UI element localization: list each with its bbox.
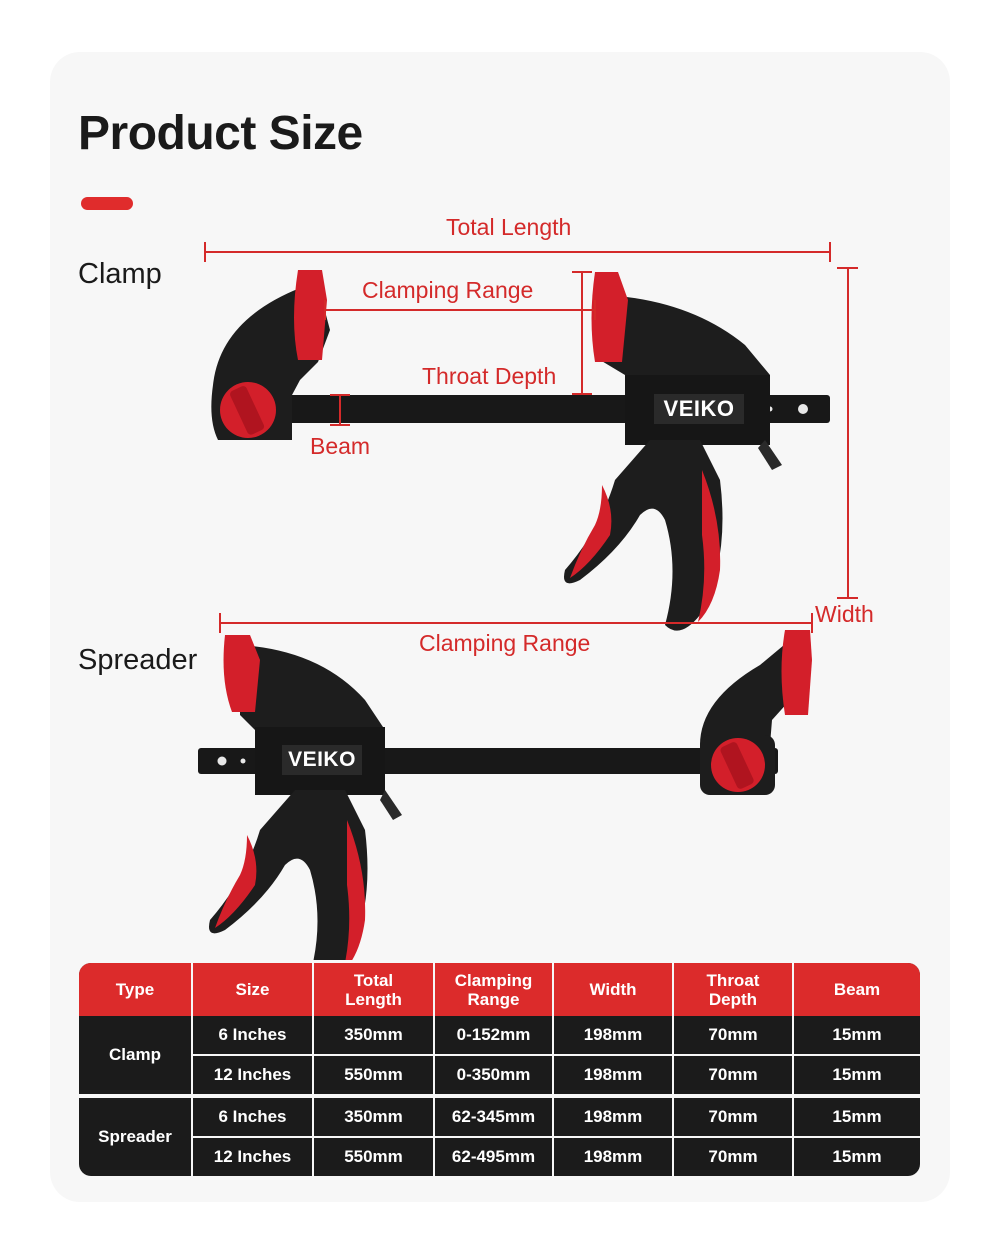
size-cell: 12 Inches <box>193 1136 314 1176</box>
type-cell-spreader: Spreader <box>79 1094 193 1176</box>
throat-depth-cell: 70mm <box>674 1136 794 1176</box>
table-row <box>79 1136 920 1176</box>
total-length-cell: 350mm <box>314 1094 435 1136</box>
table-row <box>79 1016 920 1054</box>
header-clamping-range: Clamping Range <box>435 963 554 1016</box>
veiko-logo-spreader: VEIKO <box>288 748 356 771</box>
clamping-range-cell: 0-152mm <box>435 1016 554 1054</box>
clamping-range-label: Clamping Range <box>362 277 534 303</box>
total-length-cell: 550mm <box>314 1054 435 1094</box>
beam-cell: 15mm <box>794 1094 920 1136</box>
width-cell: 198mm <box>554 1054 674 1094</box>
total-length-label: Total Length <box>446 214 572 240</box>
header-type: Type <box>79 963 193 1016</box>
header-total-length: Total Length <box>314 963 435 1016</box>
spreader-clamping-range-label: Clamping Range <box>419 630 591 656</box>
clamp-image <box>211 270 830 631</box>
size-cell: 6 Inches <box>193 1094 314 1136</box>
total-length-cell: 350mm <box>314 1016 435 1054</box>
width-cell: 198mm <box>554 1136 674 1176</box>
header-beam: Beam <box>794 963 920 1016</box>
beam-cell: 15mm <box>832 1025 882 1044</box>
type-cell-clamp: Clamp <box>79 1016 193 1094</box>
width-cell: 198mm <box>554 1094 674 1136</box>
beam-label: Beam <box>310 433 371 459</box>
clamping-range-cell: 62-495mm <box>435 1136 554 1176</box>
page-title: Product Size <box>78 107 363 160</box>
table-row <box>79 1094 920 1136</box>
clamping-range-cell: 0-350mm <box>435 1054 554 1094</box>
width-cell: 198mm <box>554 1016 674 1054</box>
beam-cell: 15mm <box>794 1054 920 1094</box>
clamping-range-cell: 62-345mm <box>435 1094 554 1136</box>
clamp-section-label: Clamp <box>78 258 162 290</box>
spec-table <box>79 963 920 1176</box>
throat-depth-label: Throat Depth <box>422 363 557 389</box>
header-width: Width <box>554 963 674 1016</box>
spreader-section-label: Spreader <box>78 644 198 676</box>
header-throat-depth: Throat Depth <box>674 963 794 1016</box>
veiko-logo-clamp: VEIKO <box>663 396 735 421</box>
table-header-row <box>79 963 920 1016</box>
beam-cell: 15mm <box>794 1136 920 1176</box>
table-row <box>79 1054 920 1094</box>
header-size: Size <box>193 963 314 1016</box>
total-length-cell: 550mm <box>314 1136 435 1176</box>
spreader-image <box>198 630 812 960</box>
throat-depth-cell: 70mm <box>674 1054 794 1094</box>
throat-depth-cell: 70mm <box>674 1094 794 1136</box>
throat-depth-cell: 70mm <box>674 1016 794 1054</box>
size-cell: 12 Inches <box>193 1054 314 1094</box>
width-label: Width <box>815 601 874 627</box>
size-cell: 6 Inches <box>193 1016 314 1054</box>
